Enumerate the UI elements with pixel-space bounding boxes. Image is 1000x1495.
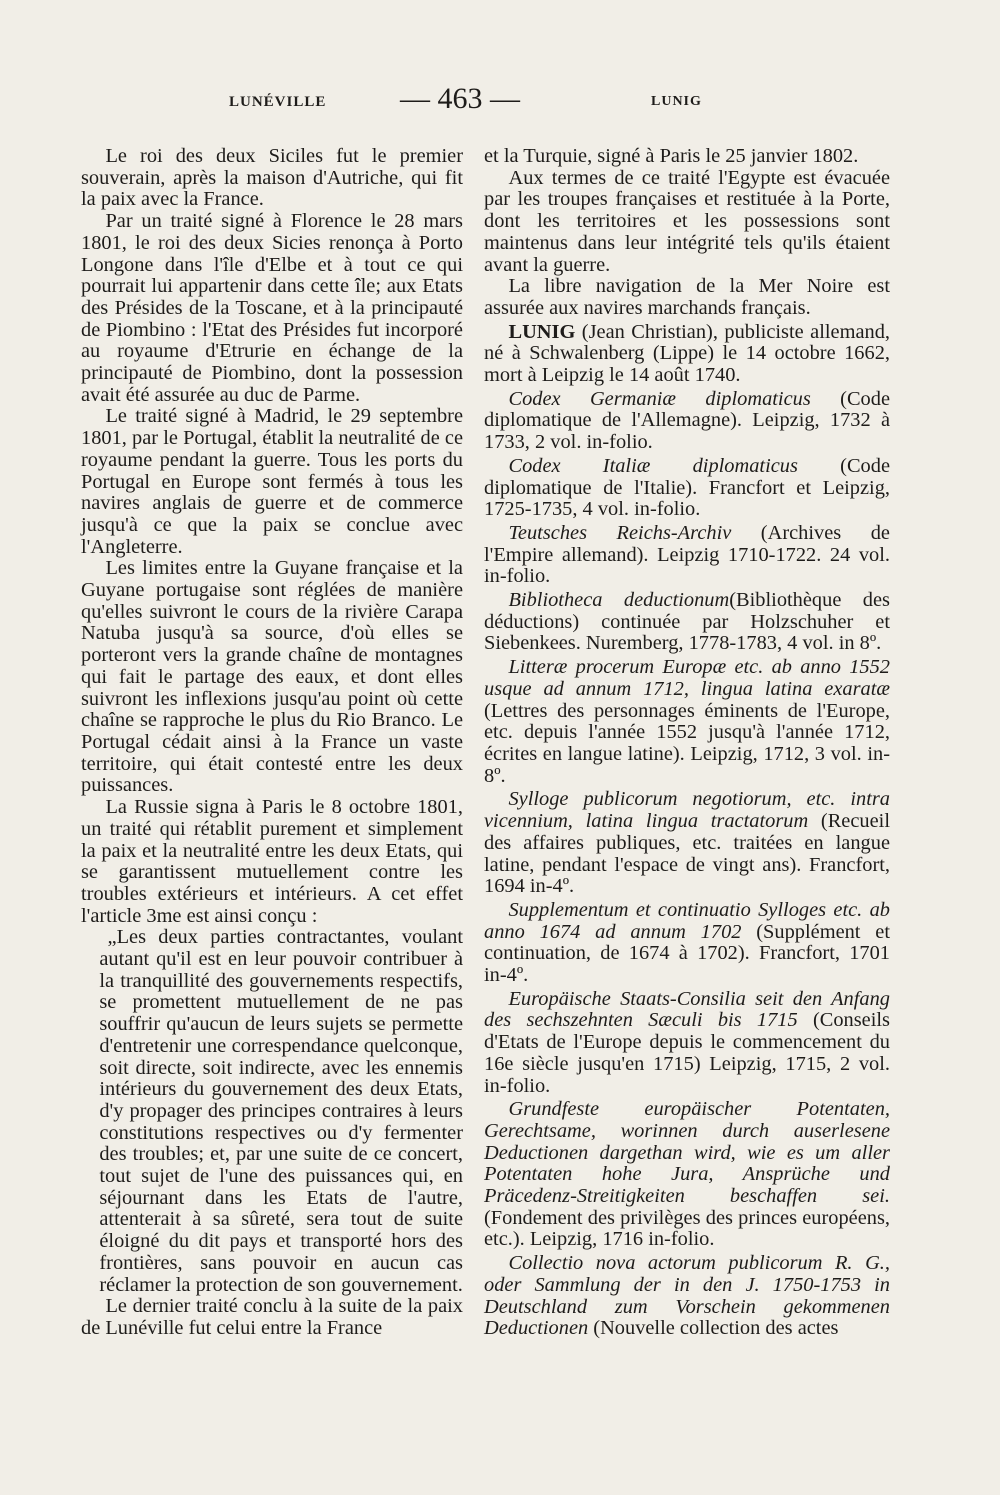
work-title: Grundfeste europäischer Potentaten, Gerechtsame, worinnen durch auserlesene Deductionen dargethan wird, wie es um aller Potentaten hohe Jura, Ansprüche und Präcedenz-Streitigkeiten beschaffen sei. bbox=[484, 1098, 890, 1208]
bibliography-item bbox=[484, 456, 890, 521]
work-description: (Code diplomatique de l'Italie). Francfort et Leipzig, 1725-1735, 4 vol. in-folio. bbox=[484, 454, 890, 521]
running-header bbox=[0, 82, 1000, 128]
work-description: (Fondement des privilèges des princes européens, etc.). Leipzig, 1716 in-folio. bbox=[484, 1206, 890, 1251]
work-title: Teutsches Reichs-Archiv bbox=[508, 521, 732, 544]
paragraph: Les limites entre la Guyane française et la Guyane portugaise sont réglées de manière qu'elles suivront le cours de la rivière Carapa Natuba jusqu'à sa source, d'où elles se porteront vers la grande chaîne de montagnes qui fait le partage des eaux, et dont elles suivront les inflexions jusqu'au point où cette chaîne se rapproche le plus du Rio Branco. Le Portugal cédait ainsi à la France un vaste territoire, qui était contesté entre les deux puissances. bbox=[81, 557, 463, 797]
work-title: Supplementum et continuatio Sylloges etc. ab anno 1674 ad annum 1702 bbox=[484, 898, 890, 943]
bibliography-item bbox=[484, 523, 890, 588]
entry-text: (Jean Christian), publiciste allemand, né à Schwalenberg (Lippe) le 14 octobre 1662, mort à Leipzig le 14 août 1740. bbox=[484, 320, 890, 387]
work-description: (Supplément et continuation, de 1674 à 1702). Francfort, 1701 in-4º. bbox=[484, 920, 890, 987]
bibliography-item bbox=[484, 389, 890, 454]
paragraph: La libre navigation de la Mer Noire est assurée aux navires marchands français. bbox=[484, 275, 890, 319]
header-right-word: LUNIG bbox=[651, 94, 702, 109]
work-description: (Lettres des personnages éminents de l'Europe, etc. depuis l'année 1552 jusqu'à l'année 1712, écrites en langue latine). Leipzig, 1712, 3 vol. in-8º. bbox=[484, 699, 890, 787]
entry-headword: LUNIG bbox=[508, 320, 576, 343]
header-left-word: LUNÉVILLE bbox=[229, 94, 327, 110]
work-description: (Recueil des affaires publiques, etc. traitées en langue latine, pendant l'espace de vingt ans). Francfort, 1694 in-4º. bbox=[484, 810, 890, 898]
quoted-article: „Les deux parties contractantes, voulant autant qu'il est en leur pouvoir contribuer à la tranquillité des gouvernements respectifs, se promettent mutuellement de ne pas souffrir qu'aucun de leurs sujets se permette d'entretenir une correspendance quelconque, soit directe, soit indirecte, avec les ennemis intérieurs du gouvernement des deux Etats, d'y propager des principes contraires à leurs constitutions respectives ou d'y fermenter des troubles; et, par une suite de ce concert, tout sujet de l'une des puissances qui, en séjournant dans les Etats de l'autre, attenterait à sa sûreté, sera tout de suite éloigné du dit pays et transporté hors des frontières, sans pouvoir en aucun cas réclamer la protection de son gouvernement. bbox=[99, 926, 463, 1296]
bibliography-item bbox=[484, 590, 890, 655]
bibliography-item bbox=[484, 900, 890, 987]
work-description: (Code diplomatique de l'Allemagne). Leipzig, 1732 à 1733, 2 vol. in-folio. bbox=[484, 387, 890, 454]
work-title: Sylloge publicorum negotiorum, etc. intra vicennium, latina lingua tractatorum bbox=[484, 788, 890, 833]
left-column bbox=[81, 146, 463, 1340]
work-description: (Bibliothèque des déductions) continuée par Holzschuher et Siebenkees. Nuremberg, 1778-1783, 4 vol. in 8º. bbox=[484, 589, 890, 655]
paragraph: La Russie signa à Paris le 8 octobre 1801, un traité qui rétablit purement et simplement la paix et la neutralité entre les deux Etats, qui se garantissent mutuellement contre les troubles extérieurs et intérieurs. A cet effet l'article 3me est ainsi conçu : bbox=[81, 796, 463, 927]
bibliography-item bbox=[484, 1099, 890, 1251]
bibliography-item bbox=[484, 1253, 890, 1340]
paragraph: Le roi des deux Siciles fut le premier souverain, après la maison d'Autriche, qui fit la paix avec la France. bbox=[81, 145, 463, 211]
paragraph: Par un traité signé à Florence le 28 mars 1801, le roi des deux Sicies renonça à Porto Longone dans l'île d'Elbe et à tout ce qui pourrait lui appartenir dans cette île; aux Etats des Présides de la Toscane, et à la principauté de Piombino : l'Etat des Présides fut incorporé au royaume d'Etrurie en échange de la principauté de Piombino, dont la possession avait été assurée au duc de Parme. bbox=[81, 210, 463, 406]
paragraph: Aux termes de ce traité l'Egypte est évacuée par les troupes françaises et restituée à la Porte, dont les territoires et les possessions sont maintenus dans leur intégrité tels qu'ils étaient avant la guerre. bbox=[484, 166, 890, 276]
work-description: (Nouvelle collection des actes bbox=[588, 1317, 839, 1340]
work-description: (Archives de l'Empire allemand). Leipzig 1710-1722. 24 vol. in-folio. bbox=[484, 521, 890, 588]
bibliography-item bbox=[484, 989, 890, 1098]
bibliography-item bbox=[484, 789, 890, 898]
page-number: — 463 — bbox=[400, 82, 520, 115]
work-title: Codex Italiæ diplomaticus bbox=[508, 454, 798, 477]
work-title: Europäische Staats-Consilia seit den Anfang des sechszehnten Sæculi bis 1715 bbox=[484, 987, 890, 1032]
right-column bbox=[484, 146, 890, 1340]
work-title: Collectio nova actorum publicorum R. G., oder Sammlung der in den J. 1750-1753 in Deutschland zum Vorschein gekommenen Deductionen bbox=[484, 1252, 890, 1340]
work-title: Bibliotheca deductionum bbox=[508, 589, 730, 612]
bibliography-item bbox=[484, 657, 890, 787]
paragraph: Le traité signé à Madrid, le 29 septembre 1801, par le Portugal, établit la neutralité de ce royaume pendant la guerre. Tous les ports du Portugal en Europe sont fermés à tous les navires anglais de guerre et de commerce jusqu'à ce que la paix se conclue avec l'Angleterre. bbox=[81, 405, 463, 558]
paragraph: et la Turquie, signé à Paris le 25 janvier 1802. bbox=[484, 145, 859, 167]
paragraph: Le dernier traité conclu à la suite de la paix de Lunéville fut celui entre la France bbox=[81, 1295, 463, 1339]
work-description: (Conseils d'Etats de l'Europe depuis le commencement du 16e siècle jusqu'en 1715) Leipzig, 1715, 2 vol. in-folio. bbox=[484, 1009, 890, 1097]
work-title: Codex Germaniæ diplomaticus bbox=[508, 387, 811, 410]
lunig-entry bbox=[484, 322, 890, 387]
work-title: Litteræ procerum Europæ etc. ab anno 1552 usque ad annum 1712, lingua latina exaratæ bbox=[484, 656, 890, 700]
